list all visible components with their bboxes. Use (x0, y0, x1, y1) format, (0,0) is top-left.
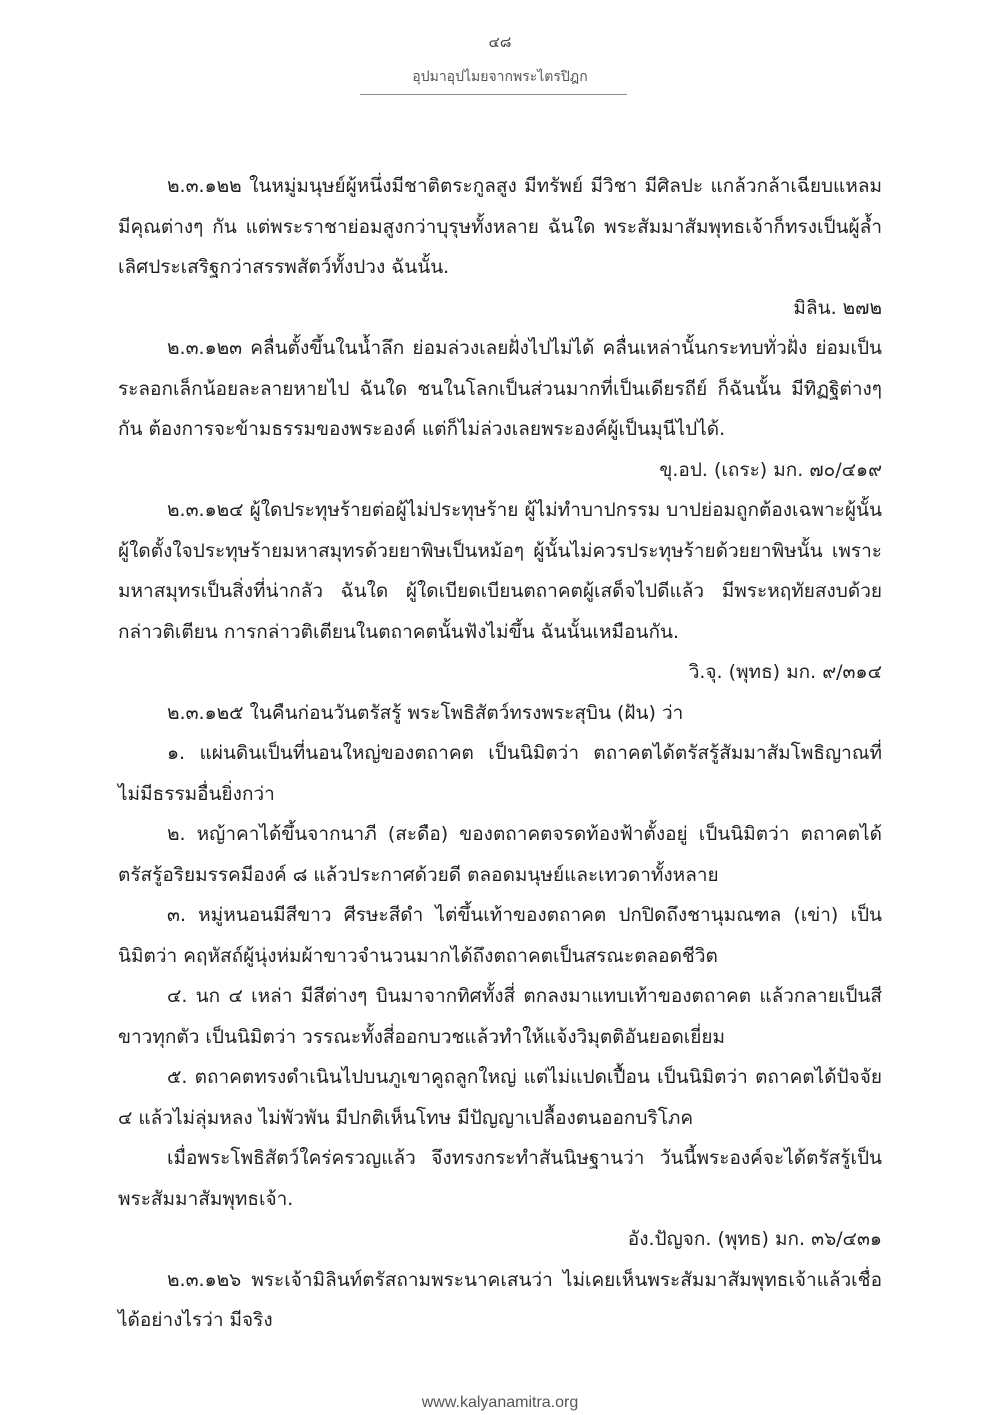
paragraph-2-3-125: ๒.๓.๑๒๕ ในคืนก่อนวันตรัสรู้ พระโพธิสัตว์ทรงพระสุบิน (ฝัน) ว่า (167, 701, 684, 724)
dream-conclusion: เมื่อพระโพธิสัตว์ใคร่ครวญแล้ว จึงทรงกระทำสันนิษฐานว่า วันนี้พระองค์จะได้ตรัสรู้เป็นพระสัมมาสัมพุทธเจ้า. (118, 1147, 882, 1210)
header-divider (360, 94, 627, 95)
dream-item-2: ๒. หญ้าคาได้ขึ้นจากนาภี (สะดือ) ของตถาคตจรดท้องฟ้าตั้งอยู่ เป็นนิมิตว่า ตถาคตได้ตรัสรู้อริยมรรคมีองค์ ๘ แล้วประกาศด้วยดี ตลอดมนุษย์และเทวดาทั้งหลาย (118, 823, 882, 886)
document-body (118, 166, 882, 1341)
citation: ขุ.อป. (เถระ) มก. ๗๐/๔๑๙ (659, 458, 882, 481)
book-title: อุปมาอุปไมยจากพระไตรปิฎก (412, 69, 588, 85)
dream-item-4: ๔. นก ๔ เหล่า มีสีต่างๆ บินมาจากทิศทั้งสี่ ตกลงมาแทบเท้าของตถาคต แล้วกลายเป็นสีขาวทุกตัว เป็นนิมิตว่า วรรณะทั้งสี่ออกบวชแล้วทำให้แจ้งวิมุตติอันยอดเยี่ยม (118, 985, 882, 1048)
paragraph-2-3-123: ๒.๓.๑๒๓ คลื่นตั้งขึ้นในน้ำลึก ย่อมล่วงเลยฝั่งไปไม่ได้ คลื่นเหล่านั้นกระทบทั่วฝั่ง ย่อมเป็นระลอกเล็กน้อยละลายหายไป ฉันใด ชนในโลกเป็นส่วนมากที่เป็นเดียรถีย์ ก็ฉันนั้น มีทิฏฐิต่างๆ กัน ต้องการจะข้ามธรรมของพระองค์ แต่ก็ไม่ล่วงเลยพระองค์ผู้เป็นมุนีไปได้. (118, 337, 882, 440)
paragraph-2-3-122: ๒.๓.๑๒๒ ในหมู่มนุษย์ผู้หนึ่งมีชาติตระกูลสูง มีทรัพย์ มีวิชา มีศิลปะ แกล้วกล้าเฉียบแหลม มีคุณต่างๆ กัน แต่พระราชาย่อมสูงกว่าบุรุษทั้งหลาย ฉันใด พระสัมมาสัมพุทธเจ้าก็ทรงเป็นผู้ล้ำเลิศประเสริฐกว่าสรรพสัตว์ทั้งปวง ฉันนั้น. (118, 175, 882, 278)
citation: มิลิน. ๒๗๒ (793, 296, 882, 319)
citation: วิ.จุ. (พุทธ) มก. ๙/๓๑๔ (688, 661, 882, 683)
dream-item-5: ๕. ตถาคตทรงดำเนินไปบนภูเขาคูถลูกใหญ่ แต่ไม่แปดเปื้อน เป็นนิมิตว่า ตถาคตได้ปัจจัย ๔ แล้วไม่ลุ่มหลง ไม่พัวพัน มีปกติเห็นโทษ มีปัญญาเปลื้องตนออกบริโภค (118, 1066, 882, 1129)
footer-website-link[interactable]: www.kalyanamitra.org (421, 1394, 579, 1411)
dream-item-3: ๓. หมู่หนอนมีสีขาว ศีรษะสีดำ ไต่ขึ้นเท้าของตถาคต ปกปิดถึงชานุมณฑล (เข่า) เป็นนิมิตว่า คฤหัสถ์ผู้นุ่งห่มผ้าขาวจำนวนมากได้ถึงตถาคตเป็นสรณะตลอดชีวิต (118, 904, 882, 967)
paragraph-2-3-124: ๒.๓.๑๒๔ ผู้ใดประทุษร้ายต่อผู้ไม่ประทุษร้าย ผู้ไม่ทำบาปกรรม บาปย่อมถูกต้องเฉพาะผู้นั้น ผู้ใดตั้งใจประทุษร้ายมหาสมุทรด้วยยาพิษเป็นหม้อๆ ผู้นั้นไม่ควรประทุษร้ายด้วยยาพิษนั้น เพราะมหาสมุทรเป็นสิ่งที่น่ากลัว ฉันใด ผู้ใดเบียดเบียนตถาคตผู้เสด็จไปดีแล้ว มีพระหฤทัยสงบด้วยกล่าวติเตียน การกล่าวติเตียนในตถาคตนั้นฟังไม่ขึ้น ฉันนั้นเหมือนกัน. (118, 499, 882, 643)
citation: อัง.ปัญจก. (พุทธ) มก. ๓๖/๔๓๑ (627, 1228, 882, 1250)
dream-item-1: ๑. แผ่นดินเป็นที่นอนใหญ่ของตถาคต เป็นนิมิตว่า ตถาคตได้ตรัสรู้สัมมาสัมโพธิญาณที่ไม่มีธรรมอื่นยิ่งกว่า (118, 742, 882, 805)
paragraph-2-3-126: ๒.๓.๑๒๖ พระเจ้ามิลินท์ตรัสถามพระนาคเสนว่า ไม่เคยเห็นพระสัมมาสัมพุทธเจ้าแล้วเชื่อได้อย่างไรว่า มีจริง (118, 1268, 882, 1331)
page-number: ๔๘ (488, 33, 512, 51)
